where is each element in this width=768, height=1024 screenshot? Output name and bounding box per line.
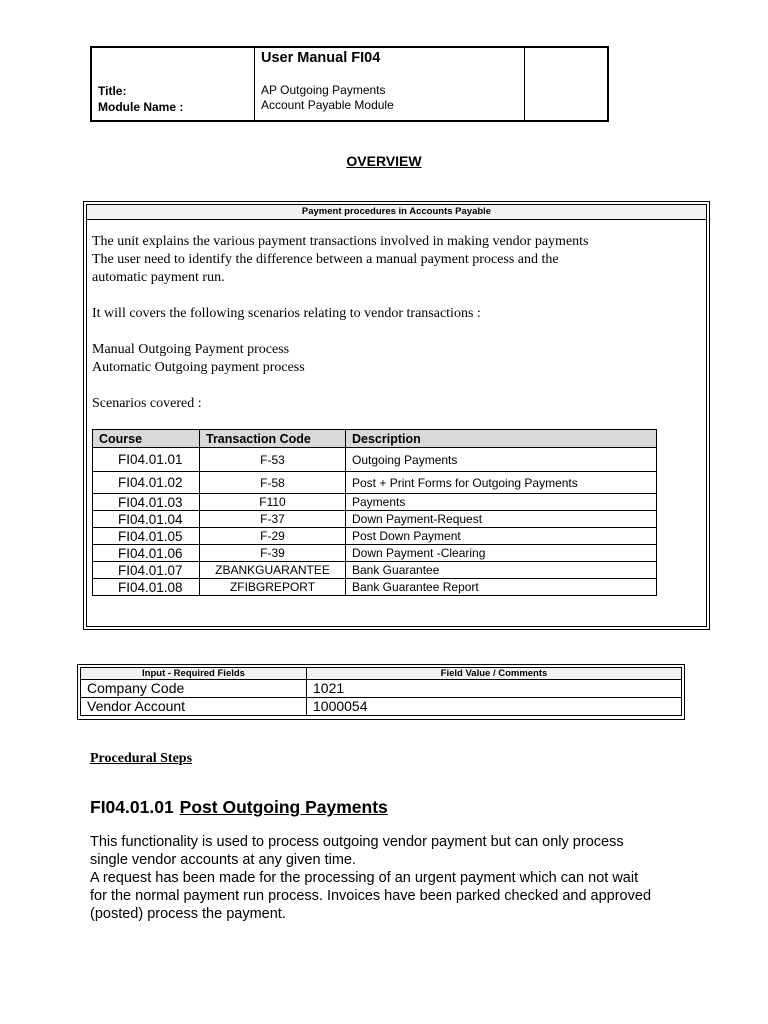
- table-row: [93, 494, 657, 511]
- header-empty-cell: [525, 48, 607, 120]
- section-line: (posted) process the payment.: [90, 906, 286, 922]
- document-title: User Manual FI04: [261, 50, 381, 66]
- section-heading: [90, 797, 388, 818]
- transaction-code-cell: F-53: [200, 448, 346, 472]
- document-header: [90, 46, 609, 122]
- table-row: [93, 528, 657, 545]
- table-row: [93, 545, 657, 562]
- field-name-cell: Company Code: [81, 680, 307, 698]
- table-row: [93, 511, 657, 528]
- table-row: [81, 680, 682, 698]
- scenario-item: Automatic Outgoing payment process: [92, 360, 305, 375]
- section-line: for the normal payment run process. Invoices have been parked checked and approved: [90, 888, 652, 904]
- input-fields-table: [80, 667, 682, 716]
- description-cell: Outgoing Payments: [346, 448, 657, 472]
- column-header-description: Description: [346, 430, 657, 448]
- table-row: [81, 698, 682, 716]
- overview-text: [92, 233, 589, 413]
- description-cell: Bank Guarantee: [346, 562, 657, 579]
- description-cell: Payments: [346, 494, 657, 511]
- transaction-code-cell: F-29: [200, 528, 346, 545]
- title-value: AP Outgoing Payments: [261, 83, 386, 97]
- transaction-code-cell: F-37: [200, 511, 346, 528]
- header-label-cell: [92, 48, 255, 120]
- title-label: Title:: [98, 84, 127, 98]
- section-line: A request has been made for the processing of an urgent payment which can not wait: [90, 870, 639, 886]
- course-cell: FI04.01.02: [93, 472, 200, 494]
- header-value-cell: [255, 48, 525, 120]
- course-cell: FI04.01.04: [93, 511, 200, 528]
- field-name-cell: Vendor Account: [81, 698, 307, 716]
- column-header-field-value: Field Value / Comments: [307, 668, 682, 680]
- overview-heading: OVERVIEW: [346, 153, 422, 169]
- transaction-code-cell: F-58: [200, 472, 346, 494]
- scenario-item: Manual Outgoing Payment process: [92, 342, 290, 357]
- transaction-code-cell: F-39: [200, 545, 346, 562]
- overview-box: [83, 201, 710, 630]
- section-number: FI04.01.01: [90, 797, 174, 817]
- description-cell: Down Payment-Request: [346, 511, 657, 528]
- course-cell: FI04.01.07: [93, 562, 200, 579]
- table-row: [93, 472, 657, 494]
- scenarios-label: Scenarios covered :: [92, 396, 202, 411]
- column-header-transaction-code: Transaction Code: [200, 430, 346, 448]
- field-value-cell: 1000054: [307, 698, 682, 716]
- overview-line: The user need to identify the difference between a manual payment process and the: [92, 252, 559, 267]
- overview-box-heading: Payment procedures in Accounts Payable: [87, 205, 706, 220]
- input-fields-box: [77, 664, 685, 720]
- scenario-table: [92, 429, 657, 596]
- overview-line: automatic payment run.: [92, 270, 225, 285]
- table-row: [93, 579, 657, 596]
- course-cell: FI04.01.01: [93, 448, 200, 472]
- overview-line: The unit explains the various payment transactions involved in making vendor payments: [92, 234, 589, 249]
- module-name-value: Account Payable Module: [261, 98, 394, 112]
- table-row: [93, 448, 657, 472]
- course-cell: FI04.01.05: [93, 528, 200, 545]
- column-header-input-fields: Input - Required Fields: [81, 668, 307, 680]
- field-value-cell: 1021: [307, 680, 682, 698]
- section-title: Post Outgoing Payments: [179, 797, 388, 817]
- procedural-steps-heading: Procedural Steps: [90, 751, 193, 766]
- description-cell: Bank Guarantee Report: [346, 579, 657, 596]
- table-row: [93, 562, 657, 579]
- transaction-code-cell: F110: [200, 494, 346, 511]
- course-cell: FI04.01.06: [93, 545, 200, 562]
- description-cell: Post + Print Forms for Outgoing Payments: [346, 472, 657, 494]
- course-cell: FI04.01.03: [93, 494, 200, 511]
- course-cell: FI04.01.08: [93, 579, 200, 596]
- section-line: single vendor accounts at any given time.: [90, 852, 356, 868]
- description-cell: Post Down Payment: [346, 528, 657, 545]
- description-cell: Down Payment -Clearing: [346, 545, 657, 562]
- section-body: [90, 833, 700, 923]
- section-line: This functionality is used to process outgoing vendor payment but can only process: [90, 834, 624, 850]
- transaction-code-cell: ZBANKGUARANTEE: [200, 562, 346, 579]
- transaction-code-cell: ZFIBGREPORT: [200, 579, 346, 596]
- column-header-course: Course: [93, 430, 200, 448]
- module-name-label: Module Name :: [98, 100, 184, 114]
- overview-line: It will covers the following scenarios relating to vendor transactions :: [92, 306, 481, 321]
